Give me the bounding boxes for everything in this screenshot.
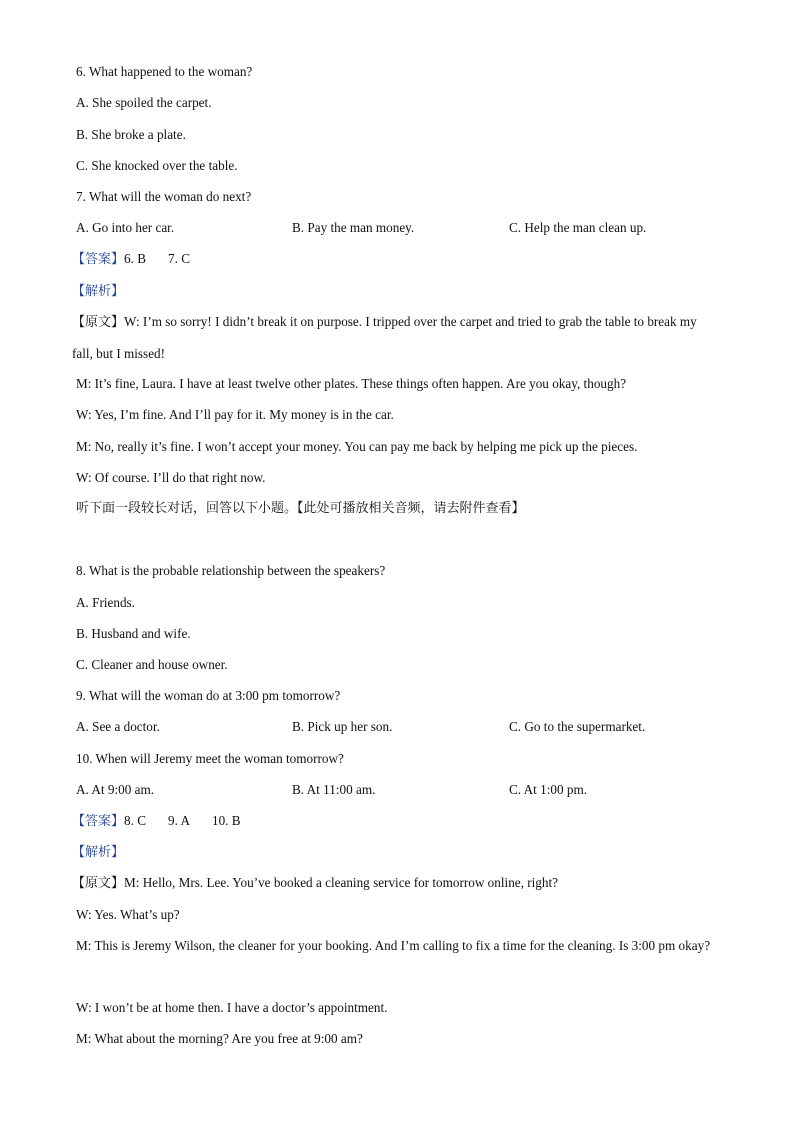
answer-label: 【答案】	[72, 814, 125, 829]
question-7-options	[76, 220, 720, 236]
question-9-options	[76, 719, 720, 735]
question-9: 9. What will the woman do at 3:00 pm tomorrow?	[76, 688, 341, 703]
question-9-option-c: C. Go to the supermarket.	[509, 719, 646, 734]
question-10-option-b: B. At 11:00 am.	[292, 782, 376, 797]
question-6-option-a: A. She spoiled the carpet.	[76, 95, 212, 110]
analysis-row-1	[72, 283, 124, 300]
question-6-option-b: B. She broke a plate.	[76, 127, 186, 142]
analysis-label: 【解析】	[72, 845, 125, 860]
question-8: 8. What is the probable relationship between the speakers?	[76, 563, 386, 578]
transcript-1-line-5: W: Of course. I’ll do that right now.	[76, 470, 266, 485]
question-8-option-c: C. Cleaner and house owner.	[76, 657, 228, 672]
question-7: 7. What will the woman do next?	[76, 189, 252, 204]
transcript-2-line-5: M: What about the morning? Are you free at 9:00 am?	[76, 1031, 363, 1046]
question-10: 10. When will Jeremy meet the woman tomorrow?	[76, 751, 344, 766]
listening-instruction: 听下面一段较长对话，回答以下小题。【此处可播放相关音频，请去附件查看】	[76, 501, 525, 516]
transcript-2-line-1: M: Hello, Mrs. Lee. You’ve booked a cleaning service for tomorrow online, right?	[124, 875, 558, 890]
question-6: 6. What happened to the woman?	[76, 64, 253, 79]
answer-row-2	[72, 813, 241, 830]
answer-row-1	[72, 251, 190, 268]
question-9-option-a: A. See a doctor.	[76, 719, 160, 734]
transcript-label: 【原文】	[72, 315, 125, 330]
answer-label: 【答案】	[72, 252, 125, 267]
analysis-label: 【解析】	[72, 284, 125, 299]
answer-7: 7. C	[168, 251, 190, 266]
transcript-2-line-3: M: This is Jeremy Wilson, the cleaner for your booking. And I’m calling to fix a time for the cleaning. Is 3:00 pm okay?	[76, 938, 711, 953]
answer-10: 10. B	[211, 813, 241, 828]
answer-9: 9. A	[168, 813, 190, 828]
transcript-1-line-2: M: It’s fine, Laura. I have at least twelve other plates. These things often happen. Are you okay, though?	[76, 376, 627, 391]
question-7-option-c: C. Help the man clean up.	[509, 220, 647, 235]
transcript-2-first	[72, 875, 558, 892]
answer-8: 8. C	[124, 813, 146, 828]
transcript-1-line-1: W: I’m so sorry! I didn’t break it on purpose. I tripped over the carpet and tried to grab the table to break my fall, but I missed!	[72, 314, 697, 361]
analysis-row-2	[72, 844, 124, 861]
question-9-option-b: B. Pick up her son.	[292, 719, 393, 734]
transcript-2-line-4: W: I won’t be at home then. I have a doctor’s appointment.	[76, 1000, 388, 1015]
question-10-option-c: C. At 1:00 pm.	[509, 782, 588, 797]
question-8-option-b: B. Husband and wife.	[76, 626, 191, 641]
transcript-1-line-4: M: No, really it’s fine. I won’t accept your money. You can pay me back by helping me pick up the pieces.	[76, 439, 638, 454]
question-8-option-a: A. Friends.	[76, 595, 135, 610]
transcript-label: 【原文】	[72, 876, 125, 891]
question-6-option-c: C. She knocked over the table.	[76, 158, 238, 173]
question-7-option-a: A. Go into her car.	[76, 220, 175, 235]
answer-6: 6. B	[124, 251, 146, 266]
question-10-option-a: A. At 9:00 am.	[76, 782, 155, 797]
question-7-option-b: B. Pay the man money.	[292, 220, 415, 235]
transcript-1-first	[72, 306, 720, 369]
transcript-1-line-3: W: Yes, I’m fine. And I’ll pay for it. My money is in the car.	[76, 407, 394, 422]
transcript-2-line-2: W: Yes. What’s up?	[76, 907, 180, 922]
question-10-options	[76, 782, 720, 798]
